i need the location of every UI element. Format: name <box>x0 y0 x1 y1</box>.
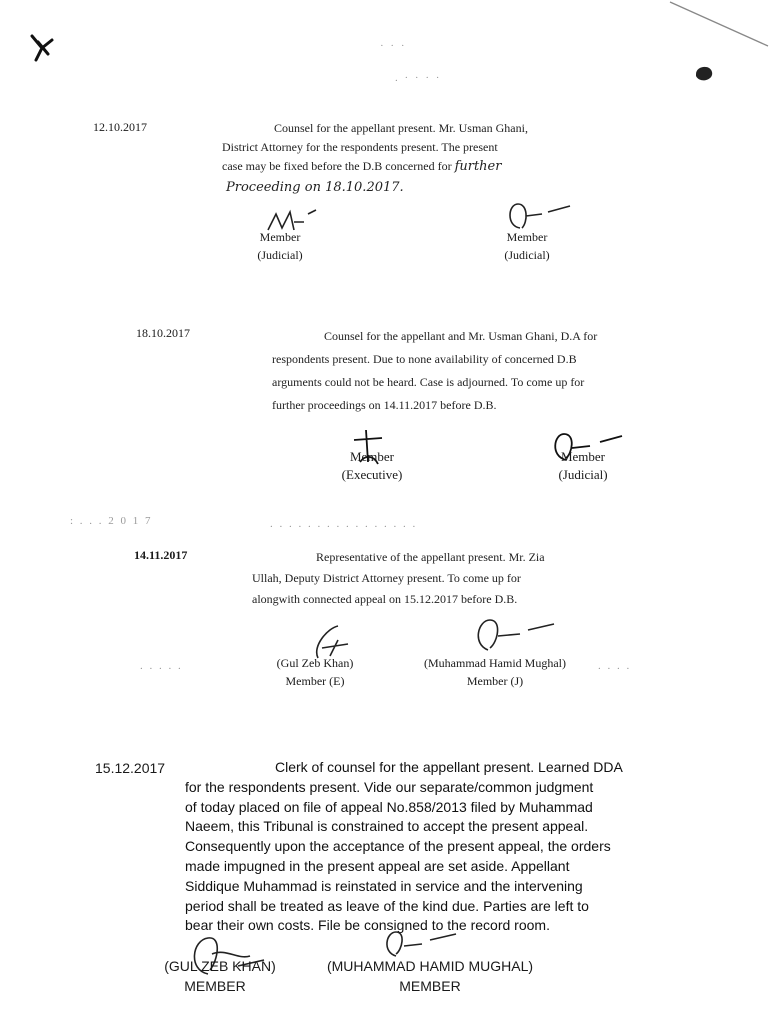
entry-3-text <box>252 547 642 610</box>
scan-noise-1: · · · <box>380 40 407 52</box>
entry-3-line-2: Ullah, Deputy District Attorney present. To come up for <box>252 571 521 585</box>
entry-4-line-4: Naeem, this Tribunal is constrained to accept the present appeal. <box>185 818 589 835</box>
entry-2-signatory-1-title: Member <box>349 449 395 464</box>
entry-2-line-1: Counsel for the appellant and Mr. Usman Ghani, D.A for <box>324 329 598 343</box>
entry-4-signatory-1-role: MEMBER <box>184 978 246 994</box>
entry-3-line-3: alongwith connected appeal on 15.12.2017 before D.B. <box>252 592 518 606</box>
entry-2-signatory-1 <box>322 448 422 484</box>
entry-4-line-6: made impugned in the present appeal are set aside. Appellant <box>185 857 570 874</box>
entry-4-text <box>185 758 690 936</box>
entry-4-line-2: for the respondents present. Vide our separate/common judgment <box>185 778 594 795</box>
entry-1-signatory-1 <box>235 228 325 264</box>
signature-3-right <box>470 614 560 654</box>
entry-1-line-1: Counsel for the appellant present. Mr. Usman Ghani, <box>274 121 528 135</box>
entry-4-signatory-2 <box>310 956 550 996</box>
entry-2-date: 18.10.2017 <box>136 326 190 340</box>
entry-3-signatory-2 <box>400 654 590 690</box>
entry-2-line-2: respondents present. Due to none availability of concerned D.B <box>272 352 577 366</box>
entry-1-handwritten-2: Proceeding on 18.10.2017. <box>226 180 404 195</box>
corner-mark-top-left <box>28 30 58 64</box>
corner-mark-top-right <box>690 62 720 86</box>
entry-2-signatory-2-title: Member <box>560 449 606 464</box>
entry-3-signatory-2-title: (Muhammad Hamid Mughal) <box>424 656 566 670</box>
entry-4-line-9: bear their own costs. File be consigned to the record room. <box>185 917 550 934</box>
entry-1-signatory-2 <box>482 228 572 264</box>
entry-3-signatory-2-role: Member (J) <box>466 674 524 688</box>
scan-noise-5: . . . . . <box>140 660 183 672</box>
entry-2-line-3: arguments could not be heard. Case is adjourned. To come up for <box>272 375 585 389</box>
entry-1-line-2: District Attorney for the respondents present. The present <box>222 140 498 154</box>
entry-3-signatory-1-role: Member (E) <box>285 674 345 688</box>
signature-4-right <box>378 926 462 960</box>
entry-1-signatory-1-role: (Judicial) <box>257 248 303 262</box>
entry-4-signatory-2-role: MEMBER <box>399 978 461 994</box>
entry-3-signatory-1-title: (Gul Zeb Khan) <box>276 656 354 670</box>
entry-1-signatory-1-title: Member <box>259 230 301 244</box>
entry-1-handwritten-1: further <box>454 159 502 174</box>
entry-2-text <box>272 325 692 417</box>
entry-2-signatory-1-role: (Executive) <box>341 467 403 482</box>
entry-2-line-4: further proceedings on 14.11.2017 before D.B. <box>272 398 497 412</box>
entry-1-text <box>222 119 622 176</box>
scan-noise-6: . . . . <box>598 660 632 672</box>
entry-1-signatory-2-title: Member <box>506 230 548 244</box>
entry-4-line-5: Consequently upon the acceptance of the present appeal, the orders <box>185 838 611 855</box>
entry-3-signatory-1 <box>250 654 380 690</box>
entry-4-line-8: period shall be treated as leave of the kind due. Parties are left to <box>185 897 589 914</box>
entry-2-signatory-2 <box>533 448 633 484</box>
scan-noise-4: . . . . . . . . . . . . . . . . <box>270 518 418 530</box>
entry-1-date: 12.10.2017 <box>93 120 147 134</box>
entry-4-line-1: Clerk of counsel for the appellant present. Learned DDA <box>275 759 623 775</box>
entry-4-signatory-1 <box>120 956 320 996</box>
entry-2-signatory-2-role: (Judicial) <box>558 467 608 482</box>
entry-4-date: 15.12.2017 <box>95 760 166 776</box>
entry-1-signatory-2-role: (Judicial) <box>504 248 550 262</box>
entry-4-signatory-1-title: (GUL ZEB KHAN) <box>164 958 276 974</box>
entry-4-line-7: Siddique Muhammad is reinstated in service and the intervening <box>185 877 583 894</box>
entry-4-signatory-2-title: (MUHAMMAD HAMID MUGHAL) <box>326 958 534 974</box>
scan-edge-line <box>660 0 770 50</box>
entry-4-line-3: of today placed on file of appeal No.858/2013 filed by Muhammad <box>185 798 593 815</box>
entry-3-date: 14.11.2017 <box>134 548 188 562</box>
scan-noise-3: : . . . 2 0 1 7 <box>70 515 153 527</box>
entry-3-line-1: Representative of the appellant present. Mr. Zia <box>316 550 545 564</box>
entry-1-line-3: case may be fixed before the D.B concerned for <box>222 159 452 173</box>
scan-noise-2: . · · · · <box>395 72 442 84</box>
